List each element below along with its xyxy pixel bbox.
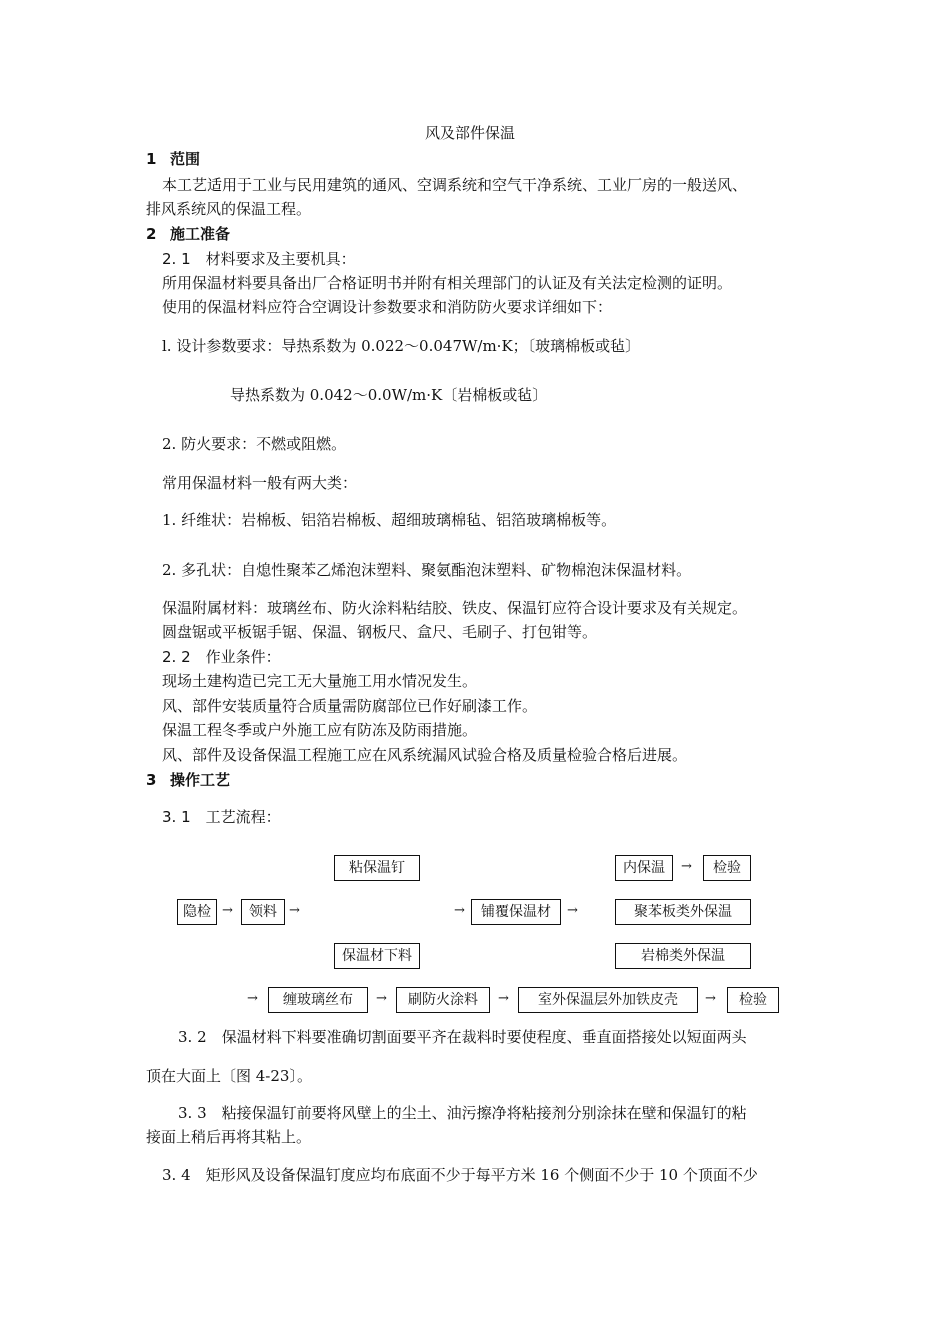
text-line: 1. 纤维状：岩棉板、铝箔岩棉板、超细玻璃棉毡、铝箔玻璃棉板等。	[162, 511, 617, 529]
subsection-3-1: 3. 1 工艺流程：	[162, 808, 281, 826]
flow-box-fireproof-coating: 刷防火涂料	[396, 987, 490, 1013]
flow-box-collect-material: 领料	[241, 899, 285, 925]
text-line: 现场土建构造已完工无大量施工用水情况发生。	[162, 672, 478, 690]
text-line: l. 设计参数要求：导热系数为 0.022～0.047W/m·K；〔玻璃棉板或毡〕	[162, 337, 641, 355]
text-line: 风、部件及设备保温工程施工应在风系统漏风试验合格及质量检验合格后进展。	[162, 746, 688, 764]
section-1-heading: 范围	[170, 150, 201, 168]
flow-arrow: →	[289, 903, 300, 918]
flow-box-adhere-pins: 粘保温钉	[334, 855, 420, 881]
flow-box-wrap-glass-cloth: 缠玻璃丝布	[268, 987, 368, 1013]
flow-box-final-check: 检验	[727, 987, 779, 1013]
text-line: 2. 多孔状：自熄性聚苯乙烯泡沫塑料、聚氨酯泡沫塑料、矿物棉泡沫保温材料。	[162, 561, 692, 579]
section-2-number: 2	[146, 225, 157, 243]
text-line: 导热系数为 0.042～0.0W/m·K〔岩棉板或毡〕	[230, 386, 548, 404]
flow-box-inspect: 隐检	[177, 899, 217, 925]
page-title: 风及部件保温	[425, 124, 516, 142]
text-line: 2. 防火要求：不燃或阻燃。	[162, 435, 347, 453]
flow-box-polystyrene-outer: 聚苯板类外保温	[615, 899, 751, 925]
text-line: 保温附属材料：玻璃丝布、防火涂料粘结胶、铁皮、保温钉应符合设计要求及有关规定。	[162, 599, 748, 617]
subsection-2-1: 2. 1 材料要求及主要机具：	[162, 250, 356, 268]
paragraph-3-2-line-1: 3. 2 保温材料下料要准确切割面要平齐在裁料时要使程度、垂直面搭接处以短面两头	[178, 1028, 747, 1046]
section-3-number: 3	[146, 771, 157, 789]
flow-box-lay-insulation: 铺覆保温材	[471, 899, 561, 925]
flow-arrow: →	[498, 991, 509, 1006]
section-1-text-line-1: 本工艺适用于工业与民用建筑的通风、空调系统和空气干净系统、工业厂房的一般送风、	[162, 176, 748, 194]
paragraph-3-4-line-1: 3. 4 矩形风及设备保温钉度应均布底面不少于每平方米 16 个侧面不少于 10 个顶面不少	[162, 1166, 758, 1184]
flow-arrow: →	[454, 903, 465, 918]
paragraph-3-3-line-1: 3. 3 粘接保温钉前要将风壁上的尘土、油污擦净将粘接剂分别涂抹在壁和保温钉的粘	[178, 1104, 747, 1122]
paragraph-3-2-line-2: 顶在大面上〔图 4-23〕。	[146, 1067, 312, 1085]
text-line: 保温工程冬季或户外施工应有防冻及防雨措施。	[162, 721, 478, 739]
flow-box-check: 检验	[703, 855, 751, 881]
subsection-2-2: 2. 2 作业条件：	[162, 648, 281, 666]
flow-arrow: →	[567, 903, 578, 918]
text-line: 风、部件安装质量符合质量需防腐部位已作好刷漆工作。	[162, 697, 538, 715]
flow-box-rockwool-outer: 岩棉类外保温	[615, 943, 751, 969]
text-line: 圆盘锯或平板锯手锯、保温、钢板尺、盒尺、毛刷子、打包钳等。	[162, 623, 598, 641]
section-3-heading: 操作工艺	[170, 771, 231, 789]
text-line: 使用的保温材料应符合空调设计参数要求和消防防火要求详细如下：	[162, 298, 613, 316]
flow-box-inner-insulation: 内保温	[615, 855, 673, 881]
flow-arrow: →	[222, 903, 233, 918]
text-line: 常用保温材料一般有两大类：	[162, 474, 358, 492]
section-1-number: 1	[146, 150, 157, 168]
flow-box-outdoor-iron-shell: 室外保温层外加铁皮壳	[518, 987, 698, 1013]
flow-arrow: →	[247, 991, 258, 1006]
flow-box-cut-material: 保温材下料	[334, 943, 420, 969]
paragraph-3-3-line-2: 接面上稍后再将其粘上。	[146, 1128, 312, 1146]
flow-arrow: →	[681, 859, 692, 874]
section-2-heading: 施工准备	[170, 225, 231, 243]
flow-arrow: →	[376, 991, 387, 1006]
text-line: 所用保温材料要具备出厂合格证明书并附有相关理部门的认证及有关法定检测的证明。	[162, 274, 733, 292]
flow-arrow: →	[705, 991, 716, 1006]
section-1-text-line-2: 排风系统风的保温工程。	[146, 200, 312, 218]
